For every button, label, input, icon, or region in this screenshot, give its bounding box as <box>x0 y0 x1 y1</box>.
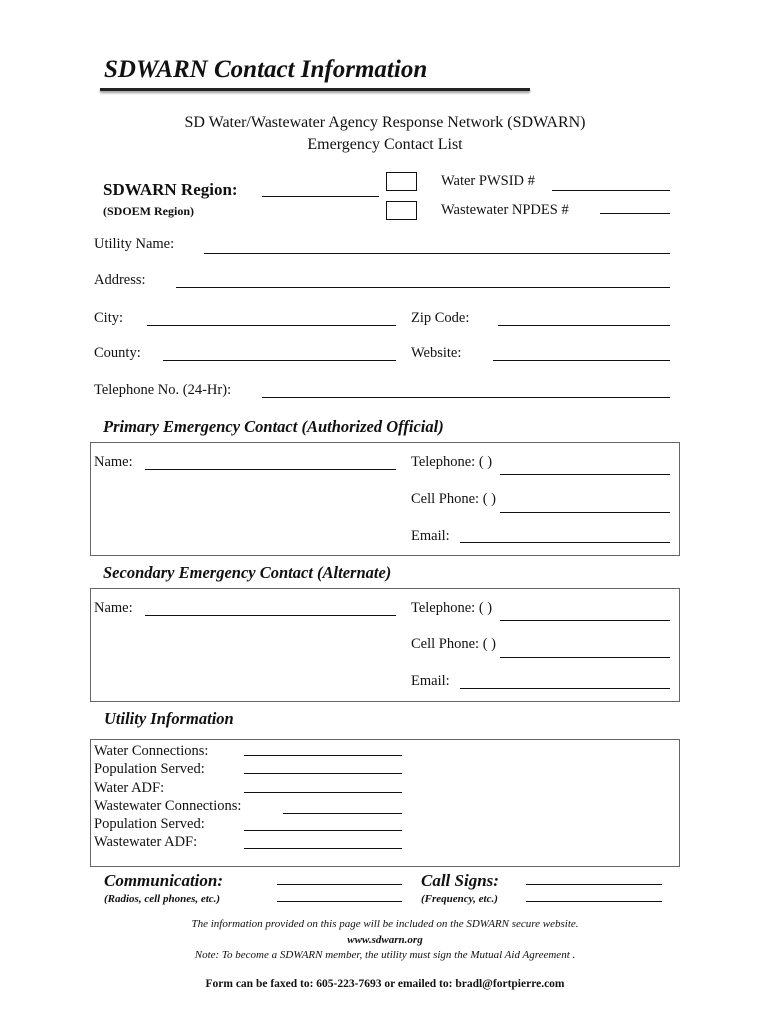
call-signs-field-2[interactable] <box>526 901 662 902</box>
secondary-cell-label: Cell Phone: ( ) <box>411 636 496 652</box>
call-signs-field[interactable] <box>526 884 662 885</box>
wastewater-adf-label: Wastewater ADF: <box>94 834 198 850</box>
water-population-field[interactable] <box>244 773 402 774</box>
page-title: SDWARN Contact Information <box>104 56 428 83</box>
city-field[interactable] <box>147 325 396 326</box>
communication-label: Communication: <box>104 871 224 890</box>
secondary-email-label: Email: <box>411 673 450 689</box>
primary-telephone-label: Telephone: ( ) <box>411 454 493 470</box>
subtitle-line2: Emergency Contact List <box>307 136 463 153</box>
primary-name-field[interactable] <box>145 469 396 470</box>
water-pwsid-label: Water PWSID # <box>441 173 535 189</box>
wastewater-population-field[interactable] <box>244 830 402 831</box>
wastewater-population-label: Population Served: <box>94 816 205 832</box>
communication-sublabel: (Radios, cell phones, etc.) <box>104 893 221 905</box>
sdoem-region-label: (SDOEM Region) <box>103 204 194 218</box>
communication-field[interactable] <box>277 884 402 885</box>
subtitle-line1: SD Water/Wastewater Agency Response Network (SDWARN) <box>184 114 586 131</box>
title-underline <box>100 88 530 91</box>
secondary-email-field[interactable] <box>460 688 670 689</box>
primary-contact-box <box>90 442 680 556</box>
water-checkbox[interactable] <box>386 172 417 191</box>
website-link[interactable]: www.sdwarn.org <box>347 934 423 946</box>
primary-email-field[interactable] <box>460 542 670 543</box>
wastewater-adf-field[interactable] <box>244 848 402 849</box>
footer-contact: Form can be faxed to: 605-223-7693 or emailed to: bradl@fortpierre.com <box>205 978 565 990</box>
address-label: Address: <box>94 272 146 288</box>
primary-email-label: Email: <box>411 528 450 544</box>
secondary-cell-field[interactable] <box>500 657 670 658</box>
primary-contact-heading: Primary Emergency Contact (Authorized Official) <box>103 417 444 436</box>
wastewater-connections-label: Wastewater Connections: <box>94 798 242 814</box>
wastewater-npdes-field[interactable] <box>600 213 670 214</box>
telephone-24hr-label: Telephone No. (24-Hr): <box>94 382 232 398</box>
secondary-telephone-field[interactable] <box>500 620 670 621</box>
water-adf-field[interactable] <box>244 792 402 793</box>
secondary-telephone-label: Telephone: ( ) <box>411 600 493 616</box>
secondary-contact-heading: Secondary Emergency Contact (Alternate) <box>103 563 392 582</box>
utility-name-field[interactable] <box>204 253 670 254</box>
secondary-contact-box <box>90 588 680 702</box>
county-label: County: <box>94 345 141 361</box>
primary-telephone-field[interactable] <box>500 474 670 475</box>
water-pwsid-field[interactable] <box>552 190 670 191</box>
water-connections-label: Water Connections: <box>94 743 209 759</box>
utility-info-heading: Utility Information <box>104 709 234 728</box>
water-adf-label: Water ADF: <box>94 780 165 796</box>
call-signs-sublabel: (Frequency, etc.) <box>421 893 498 905</box>
zip-label: Zip Code: <box>411 310 470 326</box>
water-connections-field[interactable] <box>244 755 402 756</box>
region-label: SDWARN Region: <box>103 180 238 199</box>
zip-field[interactable] <box>498 325 670 326</box>
primary-cell-field[interactable] <box>500 512 670 513</box>
footer-note: Note: To become a SDWARN member, the utility must sign the Mutual Aid Agreement . <box>194 949 576 961</box>
telephone-24hr-field[interactable] <box>262 397 670 398</box>
primary-cell-label: Cell Phone: ( ) <box>411 491 496 507</box>
communication-field-2[interactable] <box>277 901 402 902</box>
county-field[interactable] <box>163 360 396 361</box>
website-field[interactable] <box>493 360 670 361</box>
secondary-name-label: Name: <box>94 600 133 616</box>
call-signs-label: Call Signs: <box>421 871 499 890</box>
region-field[interactable] <box>262 196 379 197</box>
footer-info: The information provided on this page will be included on the SDWARN secure website. <box>191 918 579 930</box>
wastewater-checkbox[interactable] <box>386 201 417 220</box>
wastewater-npdes-label: Wastewater NPDES # <box>441 202 569 218</box>
city-label: City: <box>94 310 124 326</box>
primary-name-label: Name: <box>94 454 133 470</box>
utility-name-label: Utility Name: <box>94 236 175 252</box>
website-label: Website: <box>411 345 462 361</box>
water-population-label: Population Served: <box>94 761 205 777</box>
address-field[interactable] <box>176 287 670 288</box>
secondary-name-field[interactable] <box>145 615 396 616</box>
wastewater-connections-field[interactable] <box>283 813 402 814</box>
